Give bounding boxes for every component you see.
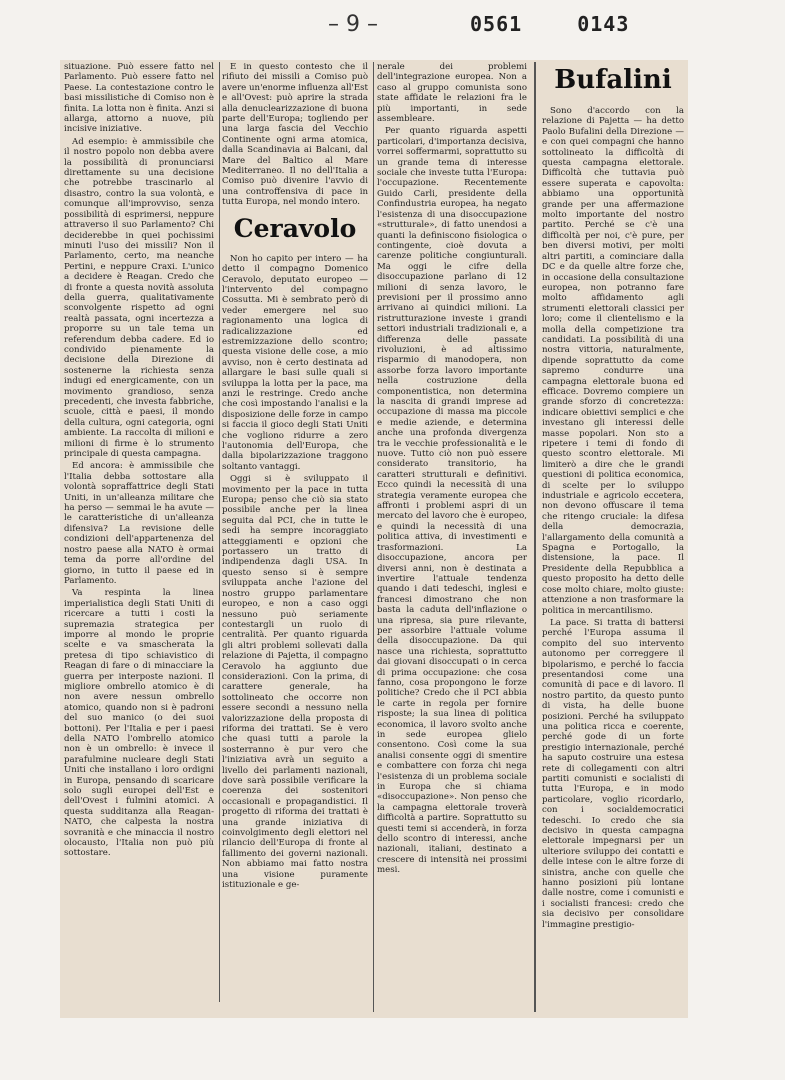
paragraph: Ed ancora: è ammissibile che l'Italia debba sottostare alla volontà sopraffattrice degli Stati Uniti, in un'alleanza militare che ha perso — semmai le ha avute — le caratteristiche di un'alleanza difensiva? La revisione delle condizioni dell'appartenenza del nostro paese alla NATO è ormai tema da porre all'ordine del giorno, in tutto il paese ed in Parlamento. bbox=[64, 461, 214, 586]
page-number-mark: – 9 – bbox=[328, 12, 378, 37]
paragraph: Ad esempio: è ammissibile che il nostro popolo non debba avere la possibilità di pronunciarsi direttamente su una decisione che potrebbe trascinarlo al disastro, contro la sua volontà, e comunque all'improvviso, senza possibilità di esprimersi, neppure attraverso il suo Parlamento? Chi deciderebbe in quei pochissimi minuti l'uso dei missili? Non il Parlamento, certo, ma neanche Pertini, e neppure Craxi. L'unico a decidere è Reagan. Credo che di fronte a questa novità assoluta della guerra, qualitativamente sconvolgente rispetto ad ogni realtà passata, ogni incertezza a proporre su un tale tema un referendum debba cadere. Ed io condivido pienamente la decisione della Direzione di sostenerne la richiesta senza indugi ed energicamente, con un movimento grandioso, senza precedenti, che investa fabbriche, scuole, città e paesi, il mondo della cultura, ogni categoria, ogni ambiente. La raccolta di milioni e milioni di firme è lo strumento principale di questa campagna. bbox=[64, 136, 214, 460]
article-column-3 bbox=[377, 62, 527, 1012]
document-code-1: 0561 bbox=[470, 12, 523, 36]
column-rule-1 bbox=[219, 62, 220, 1002]
article-column-1 bbox=[64, 62, 214, 1000]
section-heading-bufalini: Bufalini bbox=[554, 65, 672, 95]
paragraph: E in questo contesto che il rifiuto dei missili a Comiso può avere un'enorme influenza all'Est e all'Ovest: può aprire la strada alla denuclearizzazione di buona parte dell'Europa; togliendo per una larga fascia del Vecchio Continente ogni arma atomica, dalla Scandinavia ai Balcani, dal Mare del Baltico al Mare Mediterraneo. Il no dell'Italia a Comiso può divenire l'avvio di una controffensiva di pace in tutta Europa, nel mondo intero. bbox=[222, 62, 368, 208]
paragraph: Sono d'accordo con la relazione di Pajetta — ha detto Paolo Bufalini della Direzione — e con quei compagni che hanno sottolineato la difficoltà di questa campagna elettorale. Difficoltà che tuttavia può essere superata e capovolta: abbiamo una opportunità grande per una affermazione molto importante del nostro partito. Perché se c'è una difficoltà per noi, c'è pure, per ben diversi motivi, per molti altri partiti, a cominciare dalla DC e da quelle altre forze che, in occasione della consultazione europea, non potranno fare molto affidamento agli strumenti elettorali classici per loro; come il clientelismo e la molla della competizione tra candidati. La possibilità di una nostra vittoria, naturalmente, dipende soprattutto da come sapremo condurre una campagna elettorale buona ed efficace. Dovremo compiere un grande sforzo di concretezza: indicare obiettivi semplici e che investano gli interessi delle masse popolari. Non sto a ripetere i temi di fondo di questo scontro elettorale. Mi limiterò a dire che le grandi questioni di politica economica, di scelte per lo sviluppo industriale e agricolo eccetera, non devono offuscare il tema che ritengo cruciale: la difesa della democrazia, l'allargamento della comunità a Spagna e Portogallo, la distensione, la pace. Il Presidente della Repubblica a questo proposito ha detto delle cose molto chiare, molto giuste: attenzione a non trasformare la politica in mercantilismo. bbox=[542, 106, 684, 616]
paragraph: La pace. Si tratta di battersi perché l'Europa assuma il compito del suo intervento autonomo per correggere il bipolarismo, e perché lo faccia presentandosi come una comunità di pace e di lavoro. Il nostro partito, da questo punto di vista, ha delle buone posizioni. Perché ha sviluppato una politica ricca e coerente, perché gode di un forte prestigio internazionale, perché ha saputo costruire una estesa rete di collegamenti con altri partiti comunisti e socialisti di tutta l'Europa, e in modo particolare, voglio ricordarlo, con i socialdemocratici tedeschi. Io credo che sia decisivo in questa campagna elettorale impegnarsi per un ulteriore sviluppo dei contatti e delle intese con le altre forze di sinistra, anche con quelle che hanno posizioni più lontane dalle nostre, come i comunisti e i socialisti francesi: credo che sia decisivo per consolidare l'immagine prestigio- bbox=[542, 617, 684, 930]
paragraph: Per quanto riguarda aspetti particolari, d'importanza decisiva, vorrei soffermarmi, soprattutto su un grande tema di interesse sociale che investe tutta l'Europa: l'occupazione. Recentemente Guido Carli, presidente della Confindustria europea, ha negato l'esistenza di una disoccupazione «strutturale», di fatto unendosi a quanti la definiscono fisiologica o contingente, cioè dovuta a carenze politiche congiunturali. Ma oggi le cifre della disoccupazione parlano di 12 milioni di senza lavoro, le previsioni per il prossimo anno arrivano ai quindici milioni. La ristrutturazione investe i grandi settori industriali tradizionali e, a differenza delle passate rivoluzioni, è ad altissimo risparmio di manodopera, non assorbe forza lavoro importante nella costruzione della componentistica, non determina la nascita di grandi imprese ad occupazione di massa ma piccole e medie aziende, e determina anche una profonda divergenza tra le vecchie professionalità e le nuove. Tutto ciò non può essere considerato transitorio, ha caratteri strutturali e definitivi. Ecco quindi la necessità di una strategia veramente europea che affronti i problemi aspri di un mercato del lavoro che è europeo, e quindi la necessità di una politica attiva, di investimenti e trasformazioni. La disoccupazione, ancora per diversi anni, non è destinata a invertire l'attuale tendenza quando i dati tedeschi, inglesi e francesi dimostrano che non basta la caduta dell'inflazione o una ripresa, sia pure rilevante, per assorbire l'attuale volume della disoccupazione. Da qui nasce una richiesta, soprattutto dai giovani disoccupati o in cerca di prima occupazione: che cosa fanno, cosa propongono le forze politiche? Credo che il PCI abbia le carte in regola per fornire risposte; la sua linea di politica economica, il lavoro svolto anche in sede europea glielo consentono. Così come la sua analisi consente oggi di smentire e combattere con forza chi nega l'esistenza di un problema sociale in Europa che si chiama «disoccupazione». Non penso che la campagna elettorale troverà difficoltà a partire. Soprattutto su questi temi si accenderà, in forza dello scontro di interessi, anche nazionali, italiani, destinato a crescere di intensità nei prossimi mesi. bbox=[377, 126, 527, 876]
paragraph: nerale dei problemi dell'integrazione europea. Non a caso al gruppo comunista sono state affidate le relazioni fra le più importanti, in sede assembleare. bbox=[377, 62, 527, 125]
paragraph: Oggi si è sviluppato il movimento per la pace in tutta Europa; penso che ciò sia stato possibile anche per la linea seguita dal PCI, che in tutte le sedi ha sempre incoraggiato atteggiamenti e opzioni che portassero un tratto di indipendenza dagli USA. In questo senso si è sempre sviluppata anche l'azione del nostro gruppo parlamentare europeo, e non a caso oggi nessuno può seriamente contestargli un ruolo di centralità. Per quanto riguarda gli altri problemi sollevati dalla relazione di Pajetta, il compagno Ceravolo ha aggiunto due considerazioni. Con la prima, di carattere generale, ha sottolineato che occorre non essere secondi a nessuno nella valorizzazione della proposta di riforma dei trattati. Se è vero che quasi tutti a parole la sosterranno è pur vero che l'iniziativa avrà un seguito a livello dei parlamenti nazionali, dove sarà possibile verificare la coerenza dei sostenitori occasionali e propagandistici. Il progetto di riforma dei trattati è una grande iniziativa di coinvolgimento degli elettori nel rilancio dell'Europa di fronte al fallimento dei governi nazionali. Non abbiamo mai fatto nostra una visione puramente istituzionale e ge- bbox=[222, 474, 368, 891]
article-column-4 bbox=[542, 62, 684, 1012]
document-code-2: 0143 bbox=[577, 12, 630, 36]
paragraph: Va respinta la linea imperialistica degli Stati Uniti di ricercare a tutti i costi la supremazia strategica per imporre al mondo le proprie scelte e va smascherata la pretesa di tipo schiavistico di Reagan di fare o di minacciare la guerra per interposte nazioni. Il migliore ombrello atomico è di non avere nessun ombrello atomico, quando non si è padroni del suo manico (o dei suoi bottoni). Per l'Italia e per i paesi della NATO l'ombrello atomico non è un ombrello: è invece il parafulmine nucleare degli Stati Uniti che installano i loro ordigni in Europa, pensando di scaricare solo sugli europei dell'Est e dell'Ovest i fulmini atomici. A questa sudditanza alla Reagan-NATO, che calpesta la nostra sovranità e che minaccia il nostro olocausto, l'Italia non può più sottostare. bbox=[64, 588, 214, 859]
paragraph: Non ho capito per intero — ha detto il compagno Domenico Ceravolo, deputato europeo — l'intervento del compagno Cossutta. Mi è sembrato però di veder emergere nel suo ragionamento una logica di radicalizzazione ed estremizzazione dello scontro; questa visione delle cose, a mio avviso, non è certo destinata ad allargare le basi sulle quali si sviluppa la lotta per la pace, ma anzi le restringe. Credo anche che così impostando l'analisi e la disposizione delle forze in campo si faccia il gioco degli Stati Uniti che vogliono ridurre a zero l'autonomia dell'Europa, che dalla bipolarizzazione traggono soltanto vantaggi. bbox=[222, 253, 368, 472]
article-column-2 bbox=[222, 62, 368, 1012]
column-rule-2 bbox=[373, 62, 374, 1012]
document-codes bbox=[470, 12, 671, 36]
paragraph: situazione. Può essere fatto nel Parlamento. Può essere fatto nel Paese. La contestazione contro le basi missilistiche di Comiso non è finita. La lotta non è finita. Anzi si allarga, attorno a nuove, più incisive iniziative. bbox=[64, 62, 214, 135]
section-heading-ceravolo: Ceravolo bbox=[233, 213, 357, 243]
column-rule-3 bbox=[534, 62, 536, 1012]
